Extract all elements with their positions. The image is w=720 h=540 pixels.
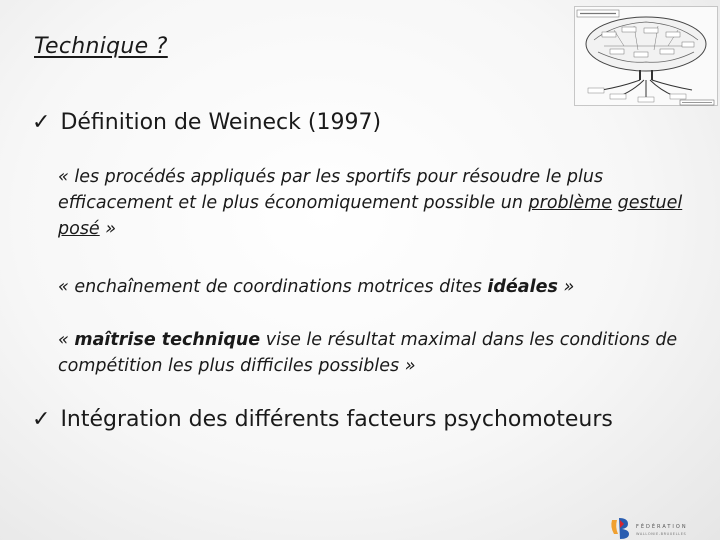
logo-line-2: WALLONIE-BRUXELLES: [636, 532, 687, 536]
quote-1-end: »: [99, 219, 117, 239]
logo-line-1: FÉDÉRATION: [636, 524, 688, 530]
quote-2-end: »: [557, 277, 575, 297]
check-icon: ✓: [32, 110, 51, 135]
bullet-integration: [32, 407, 613, 432]
quote-2-bold: idéales: [487, 277, 558, 297]
quote-2: [58, 274, 698, 300]
quote-3-bold: maîtrise technique: [74, 330, 261, 350]
quote-1-underlined-1: problème: [528, 193, 613, 213]
quote-3-text: vise le résultat maximal dans les conditions de compétition les plus difficiles possibles »: [58, 330, 678, 376]
bullet-definition-text: Définition de Weineck (1997): [60, 110, 382, 135]
quote-2-text: « enchaînement de coordinations motrices dites: [58, 277, 488, 297]
quote-3: [58, 327, 698, 379]
slide-title: Technique ?: [34, 34, 168, 59]
bullet-integration-text: Intégration des différents facteurs psychomoteurs: [60, 407, 613, 432]
bullet-definition: [32, 110, 381, 135]
quote-1-text: « les procédés appliqués par les sportifs pour résoudre le plus efficacement et le plus économiquement possible un: [58, 167, 604, 213]
federation-logo: [608, 514, 718, 540]
quote-1: [58, 164, 698, 242]
quote-1-underlined-2: gestuel posé: [58, 193, 683, 239]
quote-3-open: «: [58, 330, 75, 350]
tree-diagram-image: [574, 6, 718, 106]
check-icon: ✓: [32, 407, 51, 432]
